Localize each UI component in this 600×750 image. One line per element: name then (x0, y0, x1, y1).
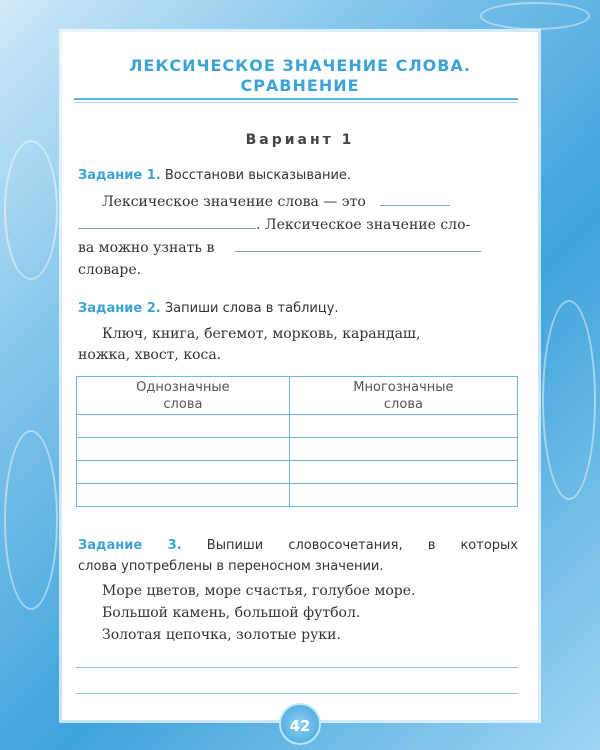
decor-swirl (542, 300, 596, 500)
task1-line2 (78, 216, 470, 233)
table-row (77, 415, 518, 438)
table-row (77, 461, 518, 484)
table-cell[interactable] (77, 461, 290, 484)
answer-blank[interactable] (235, 239, 481, 252)
task1-instruction: Восстанови высказывание. (164, 168, 352, 183)
column-header-polysemous: Многозначные слова (289, 377, 517, 415)
table-row (77, 484, 518, 507)
variant-heading: Вариант 1 (245, 132, 355, 148)
task3-phrase-line3: Золотая цепочка, золотые руки. (102, 627, 341, 643)
task1-text: . Лексическое значение сло- (256, 217, 471, 233)
table-cell[interactable] (289, 438, 517, 461)
task3-instruction: Выпиши словосочетания, в которых (206, 538, 518, 553)
decor-swirl (4, 430, 58, 610)
task2-words-line1: Ключ, книга, бегемот, морковь, карандаш, (102, 326, 421, 342)
table-cell[interactable] (289, 461, 517, 484)
decor-swirl (480, 2, 590, 30)
task1-label: Задание 1. (78, 168, 161, 183)
page-title-line1: ЛЕКСИЧЕСКОЕ ЗНАЧЕНИЕ СЛОВА. (129, 56, 471, 75)
task2-heading (78, 301, 339, 316)
task1-line1 (102, 193, 450, 210)
page-title-line2: СРАВНЕНИЕ (240, 76, 360, 95)
table-cell[interactable] (289, 415, 517, 438)
task3-phrase-line1: Море цветов, море счастья, голубое море. (102, 583, 416, 599)
table-cell[interactable] (77, 438, 290, 461)
answer-line[interactable] (76, 667, 518, 668)
worksheet-page (62, 32, 538, 720)
task1-line3 (78, 239, 481, 256)
task2-instruction: Запиши слова в таблицу. (164, 301, 339, 316)
decor-swirl (4, 140, 58, 280)
task2-label: Задание 2. (78, 301, 161, 316)
task3-heading (78, 538, 518, 553)
task1-heading (78, 168, 351, 183)
task3-label: Задание 3. (78, 538, 182, 553)
task3-phrase-line2: Большой камень, большой футбол. (102, 605, 361, 621)
title-divider (74, 98, 518, 103)
task3-instruction-line2: слова употреблены в переносном значении. (78, 559, 384, 574)
table-row (77, 438, 518, 461)
table-cell[interactable] (77, 484, 290, 507)
table-cell[interactable] (289, 484, 517, 507)
table-cell[interactable] (77, 415, 290, 438)
task2-words-line2: ножка, хвост, коса. (78, 347, 222, 363)
task1-text: Лексическое значение слова — это (102, 194, 366, 210)
task1-text: ва можно узнать в (78, 240, 215, 256)
page-number: 42 (279, 703, 321, 745)
column-header-unambiguous: Однозначные слова (77, 377, 290, 415)
answer-blank[interactable] (380, 193, 450, 206)
words-table (76, 376, 518, 507)
task1-line4: словаре. (78, 262, 142, 278)
answer-blank[interactable] (78, 216, 256, 229)
answer-line[interactable] (76, 693, 518, 694)
